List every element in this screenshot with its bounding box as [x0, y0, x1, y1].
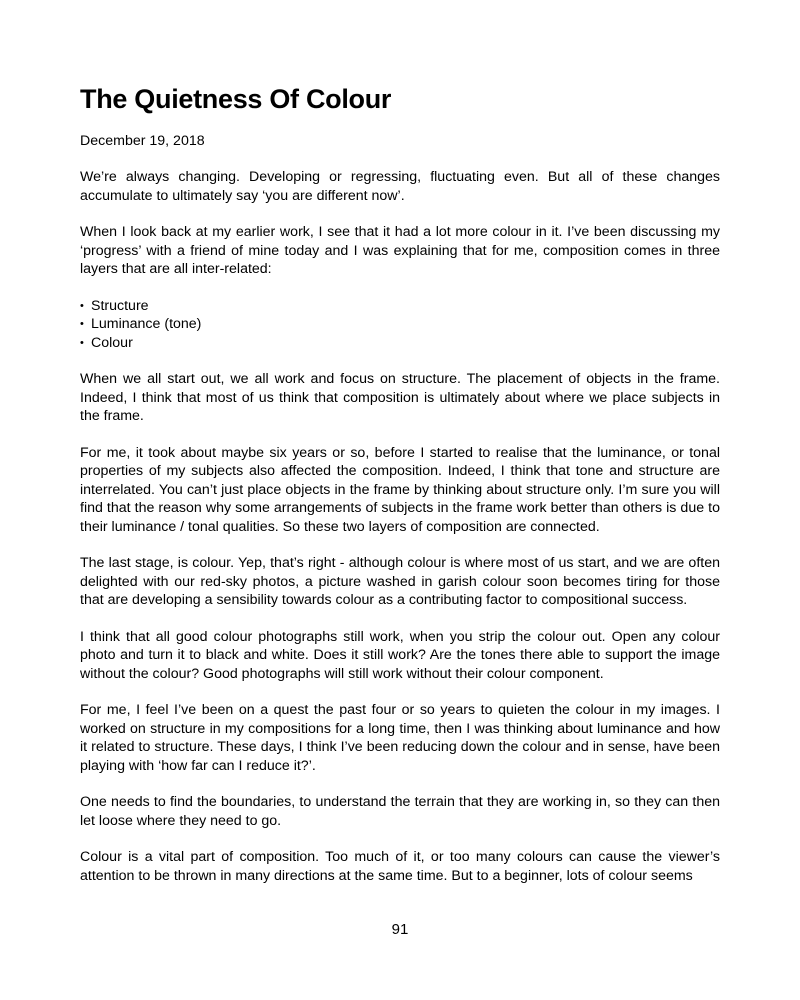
- page-number: 91: [391, 921, 409, 938]
- paragraph: For me, it took about maybe six years or so, before I started to realise that the luminance, or tonal properties of my subjects also affected the composition. Indeed, I think that tone and structure are interrelated. You can’t just place objects in the frame by thinking about structure only. I’m sure you will find that the reason why some arrangements of subjects in the frame work better than others is due to their luminance / tonal qualities. So these two layers of composition are connected.: [80, 444, 720, 535]
- page-title: The Quietness Of Colour: [80, 84, 392, 114]
- paragraph: When we all start out, we all work and focus on structure. The placement of objects in the frame. Indeed, I think that most of us think that composition is ultimately about where we place subjects in the frame.: [80, 371, 720, 424]
- paragraph: One needs to find the boundaries, to understand the terrain that they are working in, so they can then let loose where they need to go.: [80, 794, 720, 829]
- list-item-label: Luminance (tone): [91, 316, 202, 332]
- list-item-label: Structure: [91, 297, 149, 314]
- paragraph: The last stage, is colour. Yep, that’s right - although colour is where most of us start, and we are often delighted with our red-sky photos, a picture washed in garish colour soon becomes tiring for those that are developing a sensibility towards colour as a contributing factor to compositional success.: [80, 555, 720, 608]
- paragraph: I think that all good colour photographs still work, when you strip the colour out. Open any colour photo and turn it to black and white. Does it still work? Are the tones there able to support the image without the colour? Good photographs will still work without their colour component.: [80, 628, 720, 682]
- paragraph: We’re always changing. Developing or regressing, fluctuating even. But all of these changes accumulate to ultimately say ‘you are different now’.: [80, 169, 720, 204]
- paragraph: When I look back at my earlier work, I see that it had a lot more colour in it. I’ve been discussing my ‘progress’ with a friend of mine today and I was explaining that for me, composition comes in three layers that are all inter-related:: [80, 224, 720, 277]
- article-date: December 19, 2018: [80, 133, 205, 149]
- article: [80, 84, 720, 885]
- paragraph: Colour is a vital part of composition. Too much of it, or too many colours can cause the viewer’s attention to be thrown in many directions at the same time. But to a beginner, lots of colour seems: [80, 849, 720, 884]
- bullet-icon: •: [80, 318, 84, 330]
- list-item: [80, 334, 720, 353]
- list-item: [80, 297, 720, 316]
- list-item-label: Colour: [91, 334, 133, 351]
- composition-layers-list: [80, 297, 720, 353]
- bullet-icon: •: [80, 336, 84, 349]
- paragraph: For me, I feel I’ve been on a quest the past four or so years to quieten the colour in my images. I worked on structure in my compositions for a long time, then I was thinking about luminance and how it related to structure. These days, I think I’ve been reducing down the colour and in sense, have been playing with ‘how far can I reduce it?’.: [80, 702, 720, 774]
- bullet-icon: •: [80, 299, 84, 312]
- list-item: [80, 315, 720, 334]
